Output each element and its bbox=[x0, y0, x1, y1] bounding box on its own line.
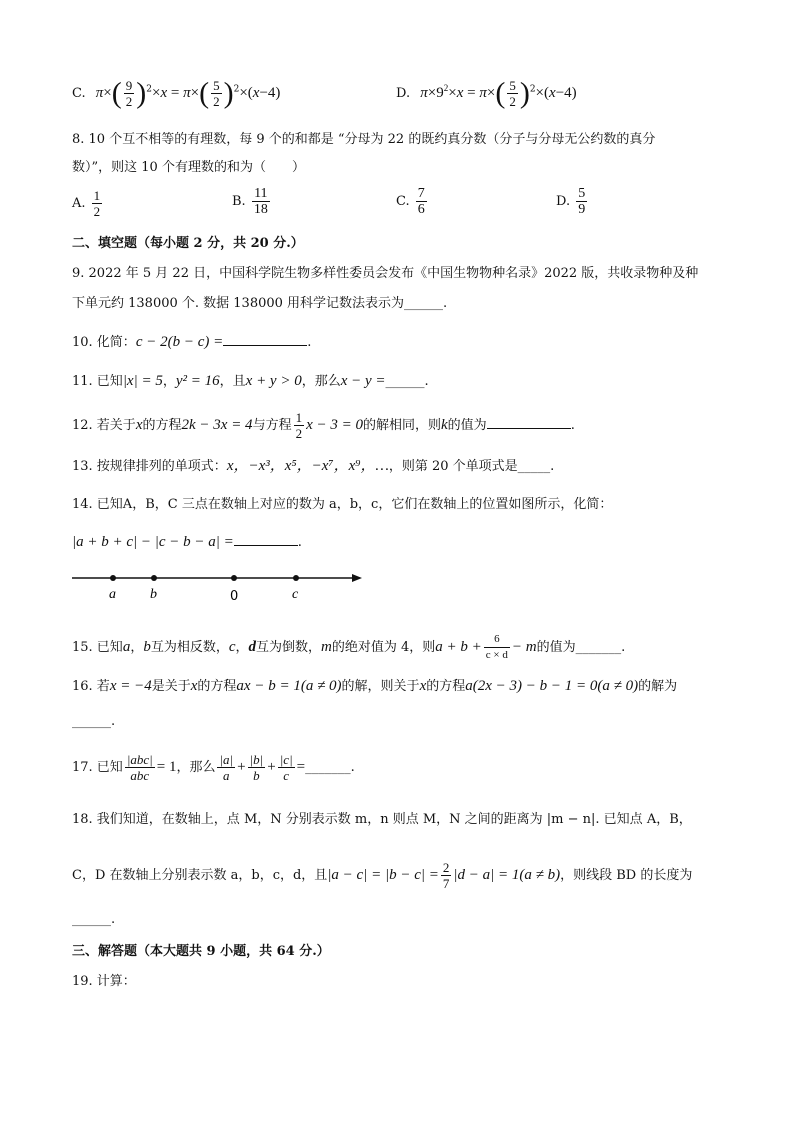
q15-a: a bbox=[122, 639, 131, 655]
q15 bbox=[72, 632, 625, 663]
q10-expr: c − 2(b − c) = bbox=[135, 334, 224, 350]
q18-line2e: |a − c| = |b − c| = bbox=[327, 867, 439, 883]
q12-t3: 的解相同，则 bbox=[362, 418, 441, 433]
q16-e1: x = −4 bbox=[109, 678, 152, 694]
q15-suffix: 的值为_______. bbox=[536, 640, 626, 655]
q15-c: c bbox=[228, 639, 236, 655]
q16-t2: 的方程 bbox=[197, 679, 237, 694]
answer-blank bbox=[223, 331, 307, 346]
frac-den: abc bbox=[130, 768, 150, 783]
q15-t1: ， bbox=[130, 640, 144, 655]
q15-t3: ， bbox=[235, 640, 249, 655]
q17-tail: = bbox=[296, 759, 306, 775]
q15-prefix: 15. 已知 bbox=[72, 640, 123, 655]
q8-line1: 8. 10 个互不相等的有理数，每 9 个的和都是 “分母为 22 的既约真分数（分子与分母无公约数的真分 bbox=[72, 132, 656, 147]
q9-line2: 下单元约 138000 个. 数据 138000 用科学记数法表示为______. bbox=[72, 296, 448, 311]
label-a: a bbox=[109, 587, 116, 602]
opt-label: D. bbox=[556, 194, 571, 209]
q7-d-label: D. bbox=[396, 86, 411, 101]
q13-suffix: ，则第 20 个单项式是_____. bbox=[388, 459, 555, 474]
frac-num: 5 bbox=[578, 186, 586, 201]
q16-x2: x bbox=[419, 678, 427, 694]
q8-option-d bbox=[556, 186, 589, 217]
q15-e2: − m bbox=[511, 639, 537, 655]
q11-p3: x + y > 0 bbox=[245, 373, 302, 389]
q12-eq2: x − 3 = 0 bbox=[306, 417, 363, 433]
q16-e3: a(2x − 3) − b − 1 = 0(a ≠ 0) bbox=[465, 678, 639, 694]
frac-den: c × d bbox=[485, 649, 508, 661]
frac-num: |b| bbox=[249, 752, 264, 767]
number-line bbox=[68, 566, 368, 606]
q12-t1: 的方程 bbox=[142, 418, 182, 433]
q14-line1: 14. 已知A，B，C 三点在数轴上对应的数为 a，b，c，它们在数轴上的位置如图所示，化简： bbox=[72, 497, 613, 512]
q14-suffix: . bbox=[297, 535, 302, 550]
frac-num: |a| bbox=[219, 752, 234, 767]
opt-label: B. bbox=[232, 194, 246, 209]
q18-line2a: C，D 在数轴上分别表示数 a，b，c，d，且 bbox=[72, 868, 328, 883]
q13-seq: x，−x³，x⁵，−x⁷，x⁹，… bbox=[226, 458, 389, 474]
q11-p1: |x| = 5 bbox=[122, 373, 163, 389]
frac-den: b bbox=[253, 768, 260, 783]
frac-den: a bbox=[223, 768, 230, 783]
frac-den: 7 bbox=[442, 876, 450, 891]
q15-t5: 的绝对值为 4，则 bbox=[331, 640, 436, 655]
q12-t2: 与方程 bbox=[252, 418, 292, 433]
q18-line2f: |d − a| = 1(a ≠ b) bbox=[453, 867, 561, 883]
q17-prefix: 17. 已知 bbox=[72, 760, 123, 775]
q8-option-b bbox=[232, 186, 272, 217]
q18-line2 bbox=[72, 860, 692, 891]
q18-line3: ______. bbox=[72, 912, 116, 927]
q10 bbox=[72, 331, 311, 353]
q13-prefix: 13. 按规律排列的单项式： bbox=[72, 459, 227, 474]
q16-prefix: 16. 若 bbox=[72, 679, 110, 694]
opt-label: A. bbox=[72, 196, 86, 211]
frac-den: 18 bbox=[253, 202, 268, 217]
q16-t1: 是关于 bbox=[151, 679, 191, 694]
q7-option-c: C. π×( $\frac{9}{2}$ )$^2$×x = π×( $\frac{5}{2}$ )$^2$×(x−4) bbox=[72, 76, 281, 110]
q15-e1: a + b + bbox=[435, 639, 482, 655]
point-c bbox=[293, 575, 299, 581]
opt-label: C. bbox=[396, 194, 410, 209]
point-a bbox=[110, 575, 116, 581]
frac-den: 9 bbox=[578, 202, 586, 217]
frac-num: 2 bbox=[442, 860, 450, 875]
q15-m: m bbox=[321, 639, 332, 655]
q14-line2 bbox=[72, 531, 302, 553]
q11-suffix: ______. bbox=[385, 374, 429, 389]
q11-p2: y² = 16 bbox=[175, 373, 220, 389]
q12 bbox=[72, 410, 575, 441]
q16-t5: 的解为 bbox=[638, 679, 678, 694]
q12-k: k bbox=[441, 417, 448, 433]
frac-den: 6 bbox=[417, 202, 425, 217]
q17: 17. 已知 $\frac{\text{|abc|}}{\text{abc}}$ = 1，那么 $\frac{|a|}{a}$ + $\frac{|b|}{b}$ + $\frac{|c|}{c}$ =_______. bbox=[72, 752, 355, 783]
q19: 19. 计算： bbox=[72, 974, 136, 989]
point-b bbox=[151, 575, 157, 581]
q11-mid2: ，那么 bbox=[301, 374, 341, 389]
q17-t1: ，那么 bbox=[176, 760, 216, 775]
q11-p4: x − y = bbox=[340, 373, 386, 389]
answer-blank bbox=[234, 531, 298, 546]
answer-blank bbox=[487, 414, 571, 429]
frac-num: 7 bbox=[417, 186, 425, 201]
q16-t4: 的方程 bbox=[426, 679, 466, 694]
frac-num: |c| bbox=[279, 752, 293, 767]
q10-prefix: 10. 化简： bbox=[72, 335, 136, 350]
q12-prefix: 12. 若关于 bbox=[72, 418, 136, 433]
q12-eq1: 2k − 3x = 4 bbox=[181, 417, 253, 433]
q9-line1: 9. 2022 年 5 月 22 日，中国科学院生物多样性委员会发布《中国生物物种名录》2022 版，共收录物种及种 bbox=[72, 266, 699, 281]
frac-num: 1 bbox=[295, 410, 303, 425]
q15-t2: 互为相反数， bbox=[150, 640, 229, 655]
q11-prefix: 11. 已知 bbox=[72, 374, 123, 389]
q16-line2: ______. bbox=[72, 714, 116, 729]
label-c: c bbox=[292, 587, 299, 602]
q14-expr: |a + b + c| − |c − b − a| = bbox=[72, 534, 234, 550]
q8-option-a bbox=[72, 188, 104, 219]
q12-suffix: . bbox=[570, 418, 575, 433]
q18-line1: 18. 我们知道，在数轴上，点 M，N 分别表示数 m，n 则点 M，N 之间的距离为 |m − n|. 已知点 A，B， bbox=[72, 812, 692, 827]
q7-option-d: D. $\pi\times 9^2\times x = \pi\times$( $\frac{5}{2}$ )$^2$×(x−4) bbox=[396, 76, 577, 110]
q16-t3: 的解，则关于 bbox=[341, 679, 420, 694]
point-zero bbox=[231, 575, 237, 581]
q13 bbox=[72, 456, 554, 477]
frac-num: |abc| bbox=[126, 752, 153, 767]
q10-suffix: . bbox=[307, 335, 312, 350]
q7-c-label: C. bbox=[72, 86, 86, 101]
q12-t4: 的值为 bbox=[447, 418, 487, 433]
q11-mid: ，且 bbox=[219, 374, 246, 389]
frac-num: 1 bbox=[93, 188, 101, 203]
q16-x: x bbox=[190, 678, 198, 694]
q8-option-c bbox=[396, 186, 429, 217]
q16 bbox=[72, 676, 677, 697]
q18-line2b: ，则线段 BD 的长度为 bbox=[560, 868, 693, 883]
frac-num: 6 bbox=[484, 632, 510, 648]
frac-num: 11 bbox=[252, 186, 270, 202]
frac-den: c bbox=[283, 768, 290, 783]
q17-suffix: _______. bbox=[305, 760, 355, 775]
arrow-icon bbox=[352, 574, 362, 582]
q12-x: x bbox=[135, 417, 143, 433]
q11: 11. 已知|x| = 5，y² = 16，且x + y > 0，那么x − y =______. bbox=[72, 373, 429, 389]
frac-den: 2 bbox=[295, 426, 303, 441]
label-b: b bbox=[150, 587, 157, 602]
section2-title: 二、填空题（每小题 2 分，共 20 分.） bbox=[72, 236, 304, 251]
q16-e2: ax − b = 1(a ≠ 0) bbox=[236, 678, 342, 694]
q8-line2: 数）”，则这 10 个有理数的和为（ ） bbox=[72, 160, 305, 175]
label-zero: 0 bbox=[230, 589, 239, 604]
q15-t4: 互为倒数， bbox=[256, 640, 322, 655]
q15-d: d bbox=[248, 639, 257, 655]
section3-title: 三、解答题（本大题共 9 小题，共 64 分.） bbox=[72, 944, 330, 959]
frac-den: 2 bbox=[93, 204, 101, 219]
q15-b: b bbox=[143, 639, 151, 655]
q17-eq: = 1 bbox=[156, 759, 177, 775]
